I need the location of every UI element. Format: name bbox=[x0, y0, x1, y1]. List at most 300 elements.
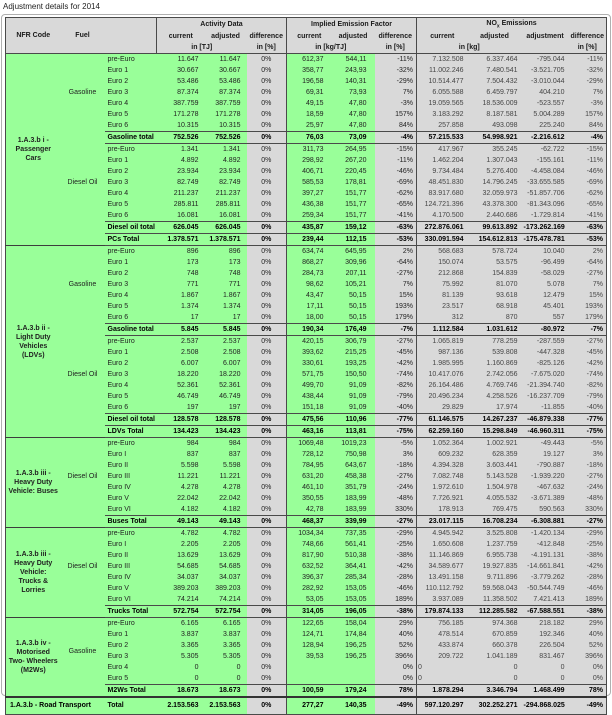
nox-difference: 52% bbox=[569, 640, 607, 651]
ief-adjusted: 158,04 bbox=[332, 618, 375, 630]
nox-adjustment: -3.521.705 bbox=[522, 65, 569, 76]
nox-current: 272.876.061 bbox=[417, 222, 468, 234]
total-row bbox=[6, 132, 607, 144]
nox-emissions-label: Emissions bbox=[499, 19, 537, 27]
activity-adjusted: 30.667 bbox=[205, 65, 247, 76]
activity-adjusted: 11.647 bbox=[205, 54, 247, 66]
activity-adjusted: 752.526 bbox=[205, 132, 247, 144]
nox-current: 1.985.995 bbox=[417, 358, 468, 369]
nox-difference: -65% bbox=[569, 199, 607, 210]
ief-current: 631,20 bbox=[287, 471, 332, 482]
activity-current: 49.143 bbox=[157, 516, 205, 528]
nox-adjusted: 6.955.738 bbox=[468, 550, 522, 561]
ief-difference: 179% bbox=[375, 312, 417, 324]
ief-difference: -38% bbox=[375, 606, 417, 618]
header-nox-unit-diff: in [%] bbox=[569, 42, 607, 54]
ief-current: 571,75 bbox=[287, 369, 332, 380]
activity-current: 11.221 bbox=[157, 471, 205, 482]
nox-current: 3.937.089 bbox=[417, 594, 468, 606]
ief-adjusted: 750,98 bbox=[332, 449, 375, 460]
nox-adjusted: 32.059.973 bbox=[468, 188, 522, 199]
euro-class-label: Euro V bbox=[105, 493, 157, 504]
activity-current: 5.598 bbox=[157, 460, 205, 471]
ief-current: 282,92 bbox=[287, 583, 332, 594]
euro-class-label: Euro 1 bbox=[105, 155, 157, 166]
nox-adjustment: 1.468.499 bbox=[522, 685, 569, 698]
euro-class-label: Euro I bbox=[105, 449, 157, 460]
activity-difference: 0% bbox=[247, 155, 287, 166]
activity-adjusted: 2.153.563 bbox=[205, 697, 247, 715]
activity-adjusted: 87.374 bbox=[205, 87, 247, 98]
nox-adjustment: -46.879.338 bbox=[522, 414, 569, 426]
total-label: Total bbox=[105, 697, 157, 715]
ief-current: 585,53 bbox=[287, 177, 332, 188]
nox-adjusted: 112.285.582 bbox=[468, 606, 522, 618]
nox-adjustment: -67.588.551 bbox=[522, 606, 569, 618]
activity-current: 837 bbox=[157, 449, 205, 460]
fuel-spacer bbox=[61, 234, 105, 246]
nox-difference: -28% bbox=[569, 572, 607, 583]
nox-adjustment: -287.559 bbox=[522, 336, 569, 348]
nox-adjusted: 870 bbox=[468, 312, 522, 324]
ief-adjusted: 151,77 bbox=[332, 188, 375, 199]
euro-class-label: pre-Euro bbox=[105, 144, 157, 156]
header-ief-difference: difference bbox=[375, 31, 417, 42]
activity-difference: 0% bbox=[247, 279, 287, 290]
activity-adjusted: 5.305 bbox=[205, 651, 247, 662]
euro-class-label: Euro VI bbox=[105, 504, 157, 516]
ief-current: 438,44 bbox=[287, 391, 332, 402]
nox-difference: -24% bbox=[569, 482, 607, 493]
ief-difference: 189% bbox=[375, 594, 417, 606]
nox-current: 4.945.942 bbox=[417, 528, 468, 540]
ief-current: 868,27 bbox=[287, 257, 332, 268]
nox-current: 212.868 bbox=[417, 268, 468, 279]
activity-difference: 0% bbox=[247, 144, 287, 156]
nox-adjusted: 17.974 bbox=[468, 402, 522, 414]
nox-adjusted: 2.742.056 bbox=[468, 369, 522, 380]
activity-adjusted: 984 bbox=[205, 438, 247, 450]
nox-adjustment: 5.004.289 bbox=[522, 109, 569, 120]
ief-difference: -27% bbox=[375, 336, 417, 348]
activity-difference: 0% bbox=[247, 347, 287, 358]
activity-adjusted: 34.037 bbox=[205, 572, 247, 583]
ief-current: 53,05 bbox=[287, 594, 332, 606]
nox-current: 34.589.677 bbox=[417, 561, 468, 572]
euro-class-label: pre-Euro bbox=[105, 618, 157, 630]
nox-adjusted: 9.711.896 bbox=[468, 572, 522, 583]
ief-current: 393,62 bbox=[287, 347, 332, 358]
fuel-spacer bbox=[61, 516, 105, 528]
ief-current: 298,92 bbox=[287, 155, 332, 166]
euro-class-label: Euro VI bbox=[105, 594, 157, 606]
ief-current: 1069,48 bbox=[287, 438, 332, 450]
activity-difference: 0% bbox=[247, 120, 287, 132]
ief-difference: -77% bbox=[375, 414, 417, 426]
nox-difference: 179% bbox=[569, 312, 607, 324]
nox-difference: -11% bbox=[569, 155, 607, 166]
activity-difference: 0% bbox=[247, 618, 287, 630]
fuel-label: Diesel Oil bbox=[61, 528, 105, 606]
ief-adjusted: 196,05 bbox=[332, 606, 375, 618]
ief-current: 151,18 bbox=[287, 402, 332, 414]
ief-adjusted bbox=[332, 662, 375, 673]
activity-difference: 0% bbox=[247, 324, 287, 336]
ief-adjusted: 91,09 bbox=[332, 391, 375, 402]
activity-adjusted: 4.892 bbox=[205, 155, 247, 166]
activity-current: 2.205 bbox=[157, 539, 205, 550]
activity-adjusted: 23.934 bbox=[205, 166, 247, 177]
ief-adjusted: 351,79 bbox=[332, 482, 375, 493]
nox-adjusted: 578.724 bbox=[468, 246, 522, 258]
total-row bbox=[6, 234, 607, 246]
activity-adjusted: 6.165 bbox=[205, 618, 247, 630]
nox-difference: -7% bbox=[569, 324, 607, 336]
grand-total-row bbox=[6, 697, 607, 715]
ief-current: 43,47 bbox=[287, 290, 332, 301]
euro-class-label: Euro 2 bbox=[105, 640, 157, 651]
ief-current: 42,78 bbox=[287, 504, 332, 516]
ief-current: 196,58 bbox=[287, 76, 332, 87]
total-row bbox=[6, 426, 607, 438]
nox-difference: -32% bbox=[569, 65, 607, 76]
activity-adjusted: 3.837 bbox=[205, 629, 247, 640]
ief-difference: 7% bbox=[375, 87, 417, 98]
table-header bbox=[6, 18, 607, 54]
ief-adjusted: 110,96 bbox=[332, 414, 375, 426]
nox-difference: -27% bbox=[569, 471, 607, 482]
activity-adjusted: 2.508 bbox=[205, 347, 247, 358]
header-nfr-code: NFR Code bbox=[6, 18, 61, 54]
nox-current: 7.082.748 bbox=[417, 471, 468, 482]
ief-difference: -29% bbox=[375, 76, 417, 87]
ief-current: 435,87 bbox=[287, 222, 332, 234]
ief-adjusted: 339,99 bbox=[332, 516, 375, 528]
fuel-label: Diesel Oil bbox=[61, 144, 105, 222]
nfr-code-label: 1.A.3.b - Road Transport bbox=[6, 697, 105, 715]
nox-current: 178.913 bbox=[417, 504, 468, 516]
ief-difference: -46% bbox=[375, 583, 417, 594]
ief-current: 311,73 bbox=[287, 144, 332, 156]
nox-adjusted: 778.259 bbox=[468, 336, 522, 348]
ief-current: 239,44 bbox=[287, 234, 332, 246]
activity-difference: 0% bbox=[247, 561, 287, 572]
nox-adjusted: 4.258.526 bbox=[468, 391, 522, 402]
header-activity-data: Activity Data bbox=[157, 18, 287, 32]
nox-current: 10.417.076 bbox=[417, 369, 468, 380]
ief-adjusted: 510,38 bbox=[332, 550, 375, 561]
nox-difference: -38% bbox=[569, 550, 607, 561]
euro-class-label: Euro IV bbox=[105, 572, 157, 583]
activity-difference: 0% bbox=[247, 426, 287, 438]
ief-adjusted: 364,41 bbox=[332, 561, 375, 572]
table-section bbox=[6, 618, 607, 698]
header-activity-unit-diff: in [%] bbox=[247, 42, 287, 54]
nox-difference: -42% bbox=[569, 358, 607, 369]
euro-class-label: Euro IV bbox=[105, 482, 157, 493]
activity-current: 896 bbox=[157, 246, 205, 258]
euro-class-label: Euro 6 bbox=[105, 402, 157, 414]
activity-current: 748 bbox=[157, 268, 205, 279]
activity-difference: 0% bbox=[247, 460, 287, 471]
activity-current: 197 bbox=[157, 402, 205, 414]
ief-adjusted: 50,15 bbox=[332, 301, 375, 312]
nox-adjusted: 7.504.432 bbox=[468, 76, 522, 87]
nox-adjusted: 18.536.009 bbox=[468, 98, 522, 109]
euro-class-label: Euro 4 bbox=[105, 662, 157, 673]
activity-adjusted: 52.361 bbox=[205, 380, 247, 391]
nox-current: 81.139 bbox=[417, 290, 468, 301]
activity-adjusted: 3.365 bbox=[205, 640, 247, 651]
nox-current: 83.917.680 bbox=[417, 188, 468, 199]
nox-adjustment: 590.563 bbox=[522, 504, 569, 516]
euro-class-label: Euro 6 bbox=[105, 312, 157, 324]
nox-current: 1.878.294 bbox=[417, 685, 468, 698]
activity-current: 171.278 bbox=[157, 109, 205, 120]
ief-current: 39,53 bbox=[287, 651, 332, 662]
activity-current: 82.749 bbox=[157, 177, 205, 188]
nox-difference: -63% bbox=[569, 222, 607, 234]
activity-current: 13.629 bbox=[157, 550, 205, 561]
activity-current: 1.378.571 bbox=[157, 234, 205, 246]
activity-difference: 0% bbox=[247, 673, 287, 685]
nox-adjustment: 7.421.413 bbox=[522, 594, 569, 606]
ief-difference: 40% bbox=[375, 629, 417, 640]
activity-adjusted: 1.378.571 bbox=[205, 234, 247, 246]
ief-adjusted: 645,95 bbox=[332, 246, 375, 258]
ief-current: 25,97 bbox=[287, 120, 332, 132]
ief-adjusted: 159,12 bbox=[332, 222, 375, 234]
nox-difference: -64% bbox=[569, 257, 607, 268]
euro-class-label: Euro 4 bbox=[105, 380, 157, 391]
ief-current: 350,55 bbox=[287, 493, 332, 504]
euro-class-label: pre-Euro bbox=[105, 336, 157, 348]
euro-class-label: Euro 2 bbox=[105, 358, 157, 369]
nox-current: 9.734.484 bbox=[417, 166, 468, 177]
nox-adjusted: 59.568.043 bbox=[468, 583, 522, 594]
nox-adjusted: 1.307.043 bbox=[468, 155, 522, 166]
activity-current: 30.667 bbox=[157, 65, 205, 76]
total-label: M2Ws Total bbox=[105, 685, 157, 698]
euro-class-label: Euro 2 bbox=[105, 76, 157, 87]
nox-difference: -79% bbox=[569, 391, 607, 402]
activity-current: 5.305 bbox=[157, 651, 205, 662]
nox-difference: -77% bbox=[569, 414, 607, 426]
ief-adjusted: 737,35 bbox=[332, 528, 375, 540]
nox-difference: 396% bbox=[569, 651, 607, 662]
nox-current: 417.967 bbox=[417, 144, 468, 156]
activity-current: 2.508 bbox=[157, 347, 205, 358]
nox-difference: -74% bbox=[569, 369, 607, 380]
nox-current: 330.091.594 bbox=[417, 234, 468, 246]
activity-difference: 0% bbox=[247, 493, 287, 504]
activity-difference: 0% bbox=[247, 65, 287, 76]
nox-adjusted: 3.525.808 bbox=[468, 528, 522, 540]
header-ief-adjusted: adjusted bbox=[332, 31, 375, 42]
activity-current: 22.042 bbox=[157, 493, 205, 504]
ief-difference: -42% bbox=[375, 358, 417, 369]
ief-current: 463,16 bbox=[287, 426, 332, 438]
ief-current: 468,37 bbox=[287, 516, 332, 528]
nox-adjusted: 68.918 bbox=[468, 301, 522, 312]
nox-difference: -69% bbox=[569, 177, 607, 188]
ief-current: 632,52 bbox=[287, 561, 332, 572]
ief-difference: -74% bbox=[375, 369, 417, 380]
ief-current: 18,00 bbox=[287, 312, 332, 324]
nox-difference: -29% bbox=[569, 528, 607, 540]
activity-adjusted: 2.205 bbox=[205, 539, 247, 550]
nox-difference: -46% bbox=[569, 166, 607, 177]
nox-current: 26.164.486 bbox=[417, 380, 468, 391]
nfr-code-label: 1.A.3.b iii - Heavy Duty Vehicle: Trucks & Lorries bbox=[6, 528, 61, 618]
euro-class-label: Euro III bbox=[105, 471, 157, 482]
nox-current: 1.065.819 bbox=[417, 336, 468, 348]
nox-difference: -25% bbox=[569, 539, 607, 550]
ief-adjusted: 151,77 bbox=[332, 199, 375, 210]
nox-current: 0 bbox=[417, 662, 468, 673]
euro-class-label: Euro 1 bbox=[105, 629, 157, 640]
ief-current: 406,71 bbox=[287, 166, 332, 177]
nox-adjustment: -58.029 bbox=[522, 268, 569, 279]
nox-difference: -45% bbox=[569, 347, 607, 358]
ief-adjusted: 178,81 bbox=[332, 177, 375, 188]
activity-adjusted: 171.278 bbox=[205, 109, 247, 120]
activity-adjusted: 18.220 bbox=[205, 369, 247, 380]
ief-adjusted: 50,15 bbox=[332, 312, 375, 324]
nox-current: 7.726.921 bbox=[417, 493, 468, 504]
header-nox-emissions bbox=[417, 18, 607, 32]
ief-difference: -18% bbox=[375, 460, 417, 471]
activity-difference: 0% bbox=[247, 268, 287, 279]
total-row bbox=[6, 414, 607, 426]
activity-difference: 0% bbox=[247, 188, 287, 199]
activity-difference: 0% bbox=[247, 629, 287, 640]
nox-adjusted: 93.618 bbox=[468, 290, 522, 301]
ief-difference: -64% bbox=[375, 257, 417, 268]
activity-adjusted: 0 bbox=[205, 673, 247, 685]
nox-difference: -15% bbox=[569, 144, 607, 156]
nox-adjustment: -62.722 bbox=[522, 144, 569, 156]
nox-difference: -62% bbox=[569, 188, 607, 199]
activity-current: 18.220 bbox=[157, 369, 205, 380]
ief-adjusted: 193,25 bbox=[332, 358, 375, 369]
nox-adjustment: -2.216.612 bbox=[522, 132, 569, 144]
ief-adjusted: 309,96 bbox=[332, 257, 375, 268]
euro-class-label: Euro 4 bbox=[105, 188, 157, 199]
fuel-label: Gasoline bbox=[61, 618, 105, 685]
ief-adjusted: 151,77 bbox=[332, 210, 375, 222]
nox-adjusted: 1.002.921 bbox=[468, 438, 522, 450]
activity-adjusted: 1.867 bbox=[205, 290, 247, 301]
nox-difference: 7% bbox=[569, 279, 607, 290]
activity-adjusted: 173 bbox=[205, 257, 247, 268]
activity-adjusted: 1.341 bbox=[205, 144, 247, 156]
nox-current: 20.496.234 bbox=[417, 391, 468, 402]
total-row bbox=[6, 324, 607, 336]
nox-adjustment: -3.671.389 bbox=[522, 493, 569, 504]
activity-adjusted: 18.673 bbox=[205, 685, 247, 698]
euro-class-label: Euro 1 bbox=[105, 257, 157, 268]
nox-difference: -38% bbox=[569, 606, 607, 618]
activity-current: 54.685 bbox=[157, 561, 205, 572]
nox-adjusted: 769.475 bbox=[468, 504, 522, 516]
nox-adjustment: -80.972 bbox=[522, 324, 569, 336]
activity-difference: 0% bbox=[247, 98, 287, 109]
nox-current: 19.059.565 bbox=[417, 98, 468, 109]
nox-difference: -48% bbox=[569, 493, 607, 504]
report-title: Adjustment details for 2014 bbox=[3, 2, 100, 11]
activity-adjusted: 74.214 bbox=[205, 594, 247, 606]
ief-adjusted: 47,80 bbox=[332, 109, 375, 120]
ief-adjusted bbox=[332, 673, 375, 685]
table-frame bbox=[1, 14, 611, 709]
nox-adjusted: 1.237.759 bbox=[468, 539, 522, 550]
ief-adjusted: 73,93 bbox=[332, 87, 375, 98]
euro-class-label: pre-Euro bbox=[105, 528, 157, 540]
nox-difference: -18% bbox=[569, 460, 607, 471]
activity-adjusted: 387.759 bbox=[205, 98, 247, 109]
header-ief-unit-diff: in [%] bbox=[375, 42, 417, 54]
nox-adjustment: 0 bbox=[522, 662, 569, 673]
activity-difference: 0% bbox=[247, 583, 287, 594]
activity-difference: 0% bbox=[247, 87, 287, 98]
ief-current: 98,62 bbox=[287, 279, 332, 290]
nox-current: 150.074 bbox=[417, 257, 468, 268]
header-euro-class-spacer bbox=[105, 18, 157, 54]
nox-adjustment: -33.655.585 bbox=[522, 177, 569, 188]
total-row bbox=[6, 606, 607, 618]
nox-adjusted: 2.440.686 bbox=[468, 210, 522, 222]
ief-current: 190,34 bbox=[287, 324, 332, 336]
ief-current: 128,94 bbox=[287, 640, 332, 651]
nox-label: NO bbox=[486, 19, 497, 27]
header-activity-difference: difference bbox=[247, 31, 287, 42]
euro-class-label: Euro 4 bbox=[105, 290, 157, 301]
activity-current: 52.361 bbox=[157, 380, 205, 391]
ief-difference: 396% bbox=[375, 651, 417, 662]
ief-difference: -29% bbox=[375, 528, 417, 540]
activity-current: 2.153.563 bbox=[157, 697, 205, 715]
ief-adjusted: 113,81 bbox=[332, 426, 375, 438]
ief-adjusted: 220,45 bbox=[332, 166, 375, 177]
fuel-spacer bbox=[61, 324, 105, 336]
nox-current: 7.132.508 bbox=[417, 54, 468, 66]
activity-adjusted: 197 bbox=[205, 402, 247, 414]
nox-current: 62.259.160 bbox=[417, 426, 468, 438]
euro-class-label: Euro 5 bbox=[105, 673, 157, 685]
nox-adjustment: 831.467 bbox=[522, 651, 569, 662]
activity-current: 23.934 bbox=[157, 166, 205, 177]
activity-difference: 0% bbox=[247, 640, 287, 651]
nox-adjustment: -795.044 bbox=[522, 54, 569, 66]
activity-current: 16.081 bbox=[157, 210, 205, 222]
nox-difference: -53% bbox=[569, 234, 607, 246]
ief-current: 358,77 bbox=[287, 65, 332, 76]
activity-current: 11.647 bbox=[157, 54, 205, 66]
nox-adjusted: 14.796.245 bbox=[468, 177, 522, 188]
total-label: Diesel oil total bbox=[105, 222, 157, 234]
nox-adjusted: 19.927.835 bbox=[468, 561, 522, 572]
ief-difference: -53% bbox=[375, 234, 417, 246]
nox-adjustment: -6.308.881 bbox=[522, 516, 569, 528]
activity-current: 1.341 bbox=[157, 144, 205, 156]
nox-adjusted: 493.098 bbox=[468, 120, 522, 132]
ief-difference: -15% bbox=[375, 144, 417, 156]
nox-difference: 0% bbox=[569, 673, 607, 685]
table-section bbox=[6, 528, 607, 618]
ief-current: 330,61 bbox=[287, 358, 332, 369]
activity-adjusted: 46.749 bbox=[205, 391, 247, 402]
